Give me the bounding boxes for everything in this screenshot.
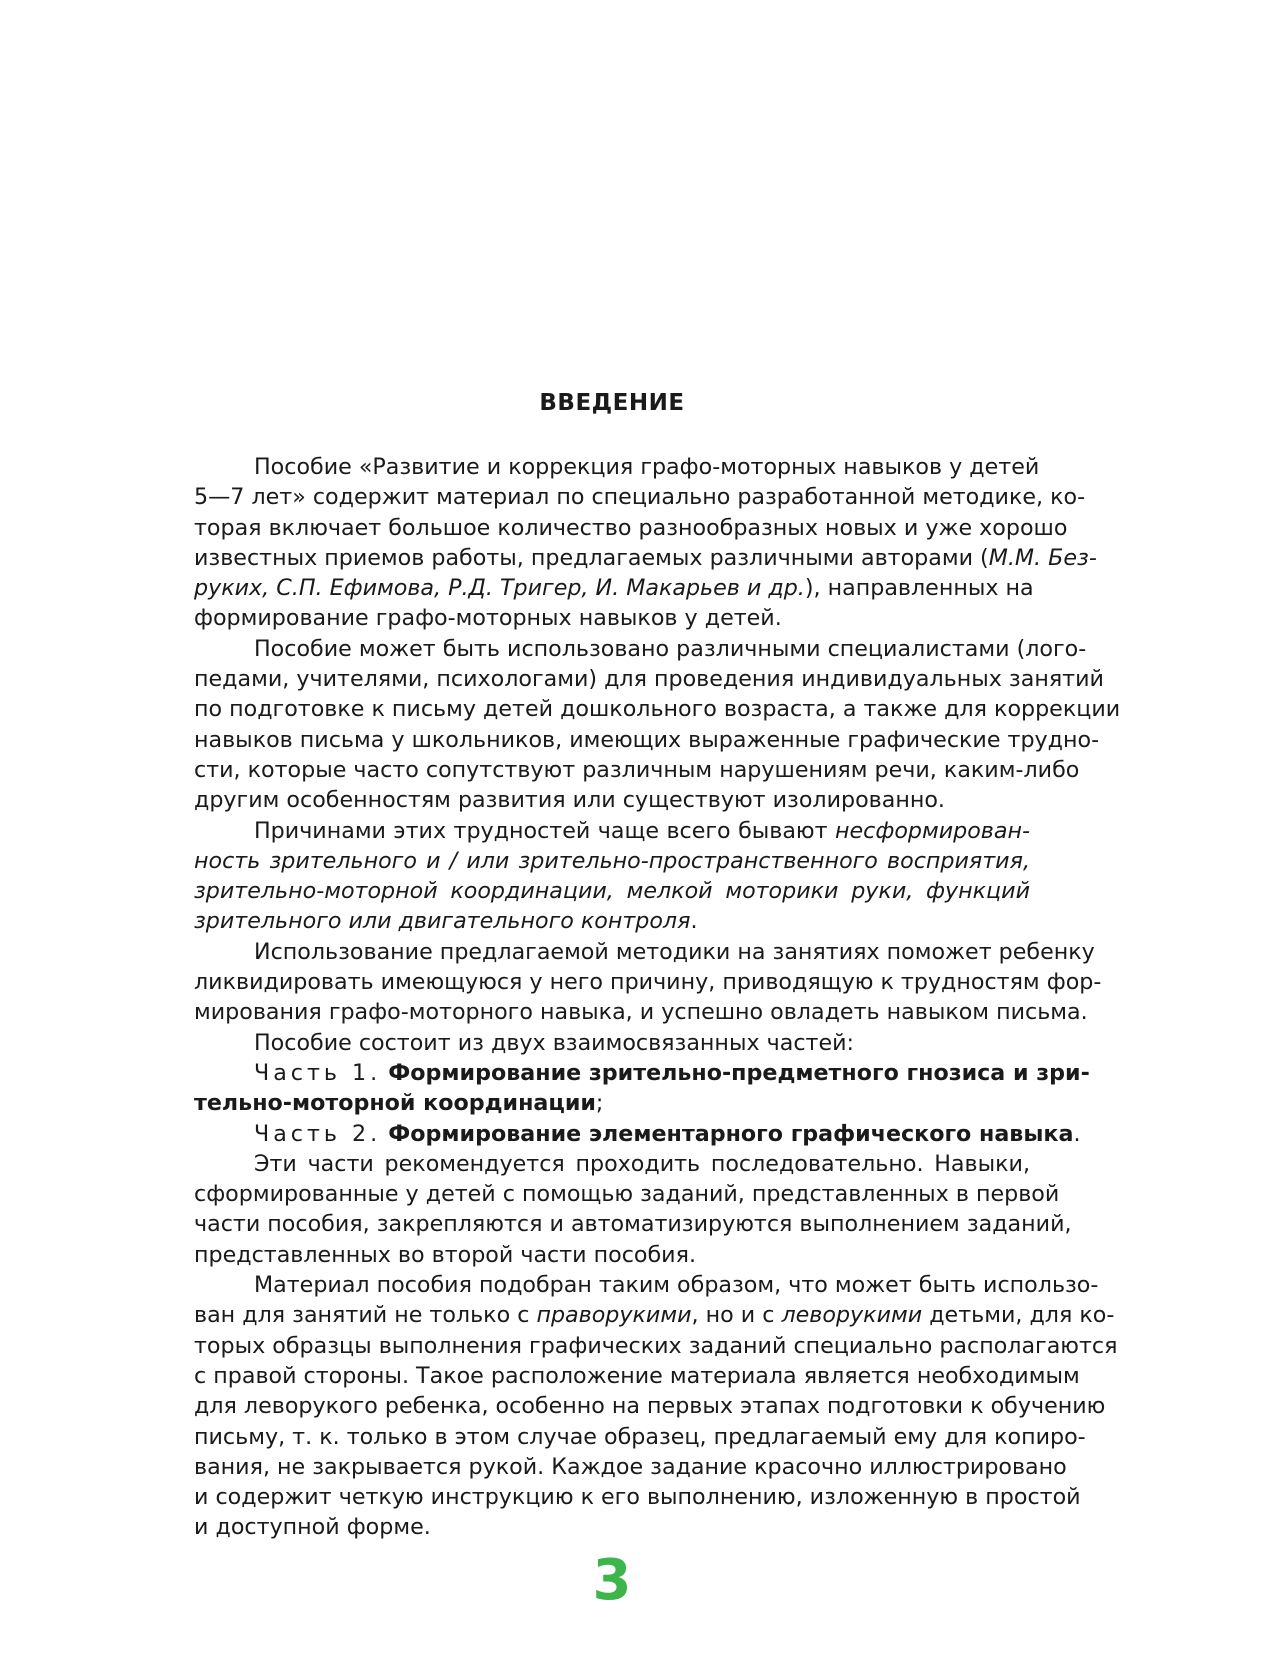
- part-2-line: Часть 2. Формирование элементарного графического навыка.: [254, 1120, 1081, 1147]
- paragraph-3-line-2: ность зрительного и / или зрительно-пространственного восприятия,: [194, 847, 1030, 874]
- paragraph-1-line-5: руких, С.П. Ефимова, Р.Д. Тригер, И. Макарьев и др.), направленных на: [194, 575, 1034, 602]
- page-number: 3: [592, 1548, 632, 1613]
- paragraph-2-line-6: другим особенностям развития или существуют изолированно.: [194, 787, 945, 814]
- paragraph-7-line-9: и доступной форме.: [194, 1514, 431, 1541]
- paragraph-4-line-1: Использование предлагаемой методики на занятиях поможет ребенку: [254, 938, 1095, 965]
- paragraph-2-line-4: навыков письма у школьников, имеющих выраженные графические трудно-: [194, 726, 1100, 753]
- body-text: [194, 452, 1121, 1543]
- part-2-title: Формирование элементарного графического навыка: [388, 1120, 1074, 1147]
- paragraph-5-line-1: Пособие состоит из двух взаимосвязанных частей:: [254, 1029, 855, 1056]
- paragraph-6-line-3: части пособия, закрепляются и автоматизируются выполнением заданий,: [194, 1211, 1072, 1238]
- paragraph-1-line-6: формирование графо-моторных навыков у детей.: [194, 605, 782, 632]
- paragraph-1-line-4: известных приемов работы, предлагаемых различными авторами (М.М. Без-: [194, 544, 1097, 571]
- authors-italic: М.М. Без-: [988, 544, 1097, 571]
- paragraph-4-line-3: мирования графо-моторного навыка, и успешно овладеть навыком письма.: [194, 999, 1088, 1026]
- paragraph-2-line-1: Пособие может быть использовано различными специалистами (лого-: [254, 635, 1087, 662]
- paragraph-7-line-3: торых образцы выполнения графических заданий специально располагаются: [194, 1332, 1118, 1359]
- part-1-title: Формирование зрительно-предметного гнозиса и зри-: [388, 1059, 1090, 1086]
- paragraph-1-line-1: Пособие «Развитие и коррекция графо-моторных навыков у детей: [254, 454, 1040, 480]
- paragraph-2-line-5: сти, которые часто сопутствуют различным нарушениям речи, каким-либо: [194, 756, 1080, 783]
- paragraph-3-line-1: Причинами этих трудностей чаще всего бывают несформирован-: [254, 817, 1030, 844]
- paragraph-7-line-4: с правой стороны. Такое расположение материала является необходимым: [194, 1362, 1080, 1389]
- paragraph-6-line-2: сформированные у детей с помощью заданий, представленных в первой: [194, 1181, 1060, 1208]
- part-1-label: Часть 1.: [254, 1059, 382, 1086]
- paragraph-6-line-1: Эти части рекомендуется проходить последовательно. Навыки,: [254, 1150, 1030, 1177]
- paragraph-6-line-4: представленных во второй части пособия.: [194, 1241, 696, 1268]
- paragraph-7-line-2: ван для занятий не только с праворукими, но и с леворукими детьми, для ко-: [194, 1302, 1115, 1329]
- paragraph-2-line-2: педами, учителями, психологами) для проведения индивидуальных занятий: [194, 666, 1104, 693]
- paragraph-4-line-2: ликвидировать имеющуюся у него причину, приводящую к трудностям фор-: [194, 969, 1102, 996]
- paragraph-2-line-3: по подготовке к письму детей дошкольного возраста, а также для коррекции: [194, 696, 1121, 723]
- paragraph-7-line-6: письму, т. к. только в этом случае образец, предлагаемый ему для копиро-: [194, 1423, 1086, 1450]
- paragraph-7-line-8: и содержит четкую инструкцию к его выполнению, изложенную в простой: [194, 1484, 1081, 1511]
- paragraph-3-line-4: зрительного или двигательного контроля.: [194, 908, 698, 935]
- paragraph-1-line-2: 5—7 лет» содержит материал по специально разработанной методике, ко-: [194, 484, 1086, 511]
- part-2-label: Часть 2.: [254, 1120, 382, 1147]
- paragraph-3-line-3: зрительно-моторной координации, мелкой моторики руки, функций: [194, 878, 1030, 905]
- page-title: ВВЕДЕНИЕ: [539, 390, 685, 416]
- authors-italic: руких, С.П. Ефимова, Р.Д. Тригер, И. Макарьев и др.: [194, 575, 805, 602]
- part-1-line-2: тельно-моторной координации;: [194, 1090, 604, 1117]
- paragraph-7-line-1: Материал пособия подобран таким образом, что может быть использо-: [254, 1272, 1099, 1299]
- paragraph-7-line-7: вания, не закрывается рукой. Каждое задание красочно иллюстрировано: [194, 1453, 1067, 1480]
- part-1-line-1: [194, 1058, 1090, 1088]
- paragraph-1-line-3: торая включает большое количество разнообразных новых и уже хорошо: [194, 514, 1068, 541]
- paragraph-7-line-5: для леворукого ребенка, особенно на первых этапах подготовки к обучению: [194, 1393, 1106, 1420]
